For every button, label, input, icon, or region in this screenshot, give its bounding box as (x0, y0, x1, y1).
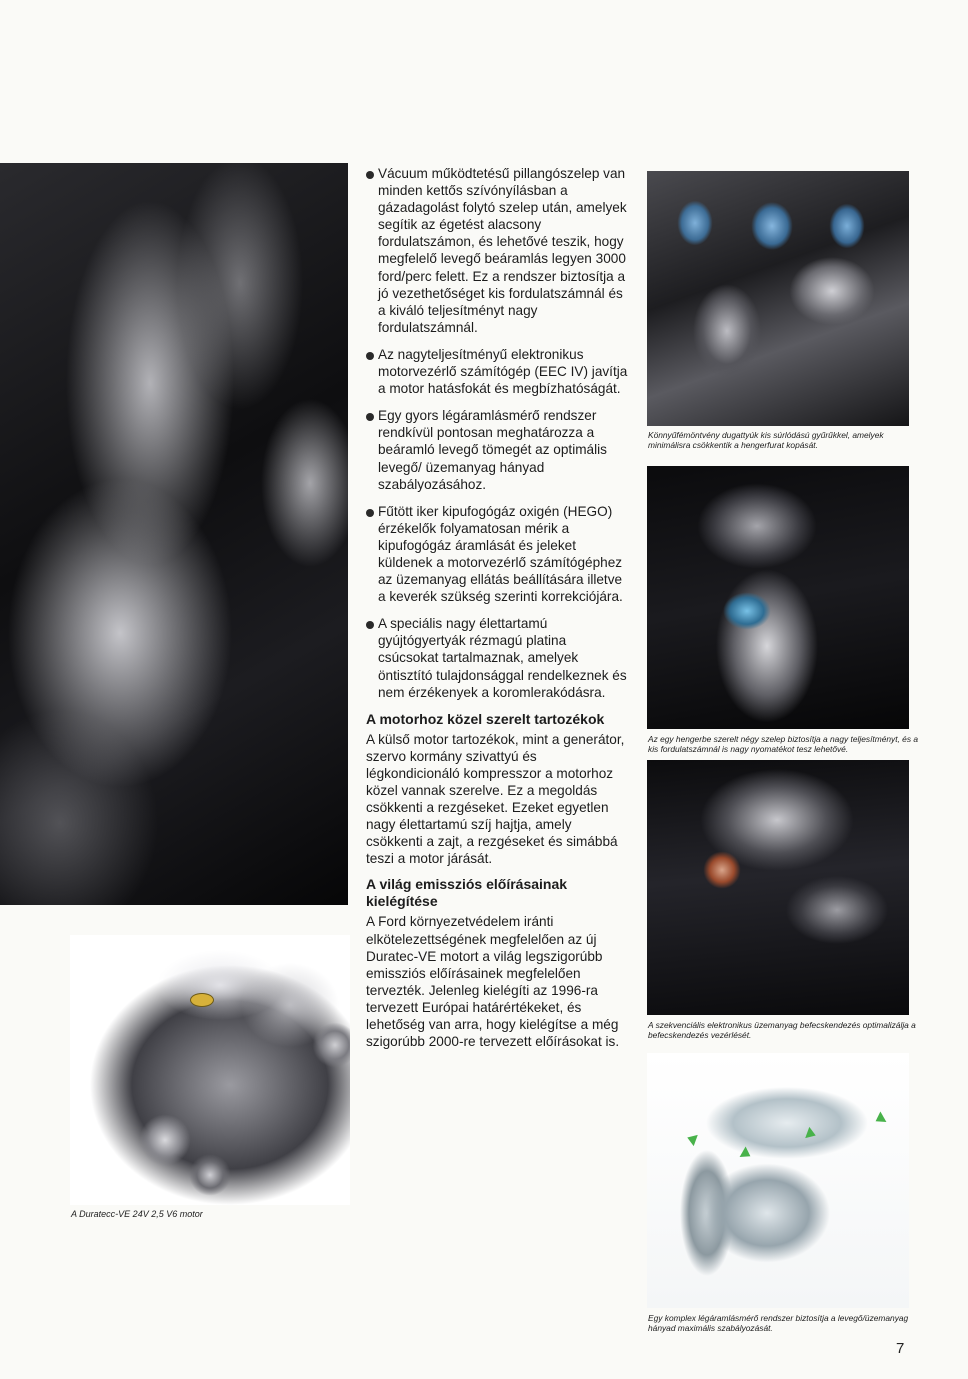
bullet-dot-icon (366, 352, 374, 360)
text-column (366, 165, 628, 1059)
valve-caption: Az egy hengerbe szerelt négy szelep biztosítja a nagy teljesítményt, és a kis fordulatszámnál is nagy nyomatékot tesz lehetővé. (648, 734, 919, 754)
emissions-heading: A világ emissziós előírásainak kielégítése (366, 876, 568, 910)
bullet-text: Egy gyors légáramlásmérő rendszer rendkívül pontosan meghatározza a beáramló levegő tömegét az optimális levegő/ üzemanyag hányad szabályozásához. (378, 408, 607, 492)
bullet-dot-icon (366, 509, 374, 517)
airflow-arrow-icon (873, 1112, 887, 1127)
intake-manifold-photo (0, 163, 348, 905)
airflow-arrow-icon (740, 1147, 754, 1162)
bullet-text: Az nagyteljesítményű elektronikus motorvezérlő számítógép (EEC IV) javítja a motor hatásfokát és megbízhatóságát. (378, 346, 628, 397)
piston-cutaway-photo (647, 171, 909, 426)
emissions-paragraph: A Ford környezetvédelem iránti elkötelezettségének megfelelően az új Duratec-VE motort a világ legszigorúbb emissziós előírásainek megfelelően tervezték. Jelenleg kielégíti az 1996-ra tervezett Európai határértékeket, és lehetőség van arra, hogy kielégítse a még szigorúbb 2000-re tervezett előírásokat is. (366, 914, 620, 1050)
valve-cutaway-photo (647, 466, 909, 729)
bullet-dot-icon (366, 171, 374, 179)
bullet-text: A speciális nagy élettartamú gyújtógyertyák rézmagú platina csúcsokat tartalmaznak, amelyek öntisztító tulajdonsággal rendelkeznek és nem érzékenyek a koromlerakódásra. (378, 616, 627, 700)
bullet-item (366, 346, 628, 397)
bullet-item (366, 615, 628, 700)
injection-cutaway-photo (647, 760, 909, 1015)
page-number: 7 (896, 1340, 905, 1357)
accessories-paragraph: A külső motor tartozékok, mint a generátor, szervo kormány szivattyú és légkondicionáló kompresszor a motorhoz közel vannak szerelve. Ez a megoldás csökkenti a rezgéseket. Ezeket egyetlen nagy élettartamú szíj hajtja, amely csökkenti a zajt, a rezgéseket és simábbá teszi a motor járását. (366, 731, 625, 867)
accessories-heading: A motorhoz közel szerelt tartozékok (366, 710, 605, 727)
bullet-item (366, 503, 628, 606)
airflow-arrow-icon (805, 1127, 818, 1141)
bullet-item (366, 407, 628, 492)
airflow-caption: Egy komplex légáramlásmérő rendszer biztosítja a levegő/üzemanyag hányad maximális szabályozását. (648, 1313, 909, 1333)
bullet-text: Vácuum működtetésű pillangószelep van minden kettős szívónyílásban a gázadagolást folytó szelep után, amelyek segítik az égetést alacsony fordulatszámon, és lehetővé teszik, hogy megfelelő levegő beáramlás legyen 3000 ford/perc felett. Ez a rendszer biztosítja a jó vezethetőséget kis fordulatszámnál és a kiváló teljesítményt nagy fordulatszámnál. (378, 166, 627, 335)
bullet-item (366, 165, 628, 336)
ford-emblem-icon (190, 993, 214, 1007)
bullet-dot-icon (366, 621, 374, 629)
airflow-diagram-photo (647, 1053, 909, 1308)
bullet-text: Fűtött iker kipufogógáz oxigén (HEGO) érzékelők folyamatosan mérik a kipufogógáz áramlását és jeleket küldenek a motorvezérlő számítógéphez az üzemanyag ellátás beállítására illetve a keverék szükség szerinti korrekciójára. (378, 503, 623, 605)
bullet-dot-icon (366, 413, 374, 421)
injection-caption: A szekvenciális elektronikus üzemanyag befecskendezés optimalizálja a befecskendezés vezérlését. (648, 1020, 916, 1040)
engine-photo (70, 935, 350, 1205)
engine-caption: A Duratecc-VE 24V 2,5 V6 motor (71, 1209, 203, 1219)
airflow-arrow-icon (685, 1132, 698, 1146)
piston-caption: Könnyűfémöntvény dugattyúk kis súrlódású gyűrűkkel, amelyek minimálisra csökkentik a hengerfurat kopását. (648, 430, 884, 450)
